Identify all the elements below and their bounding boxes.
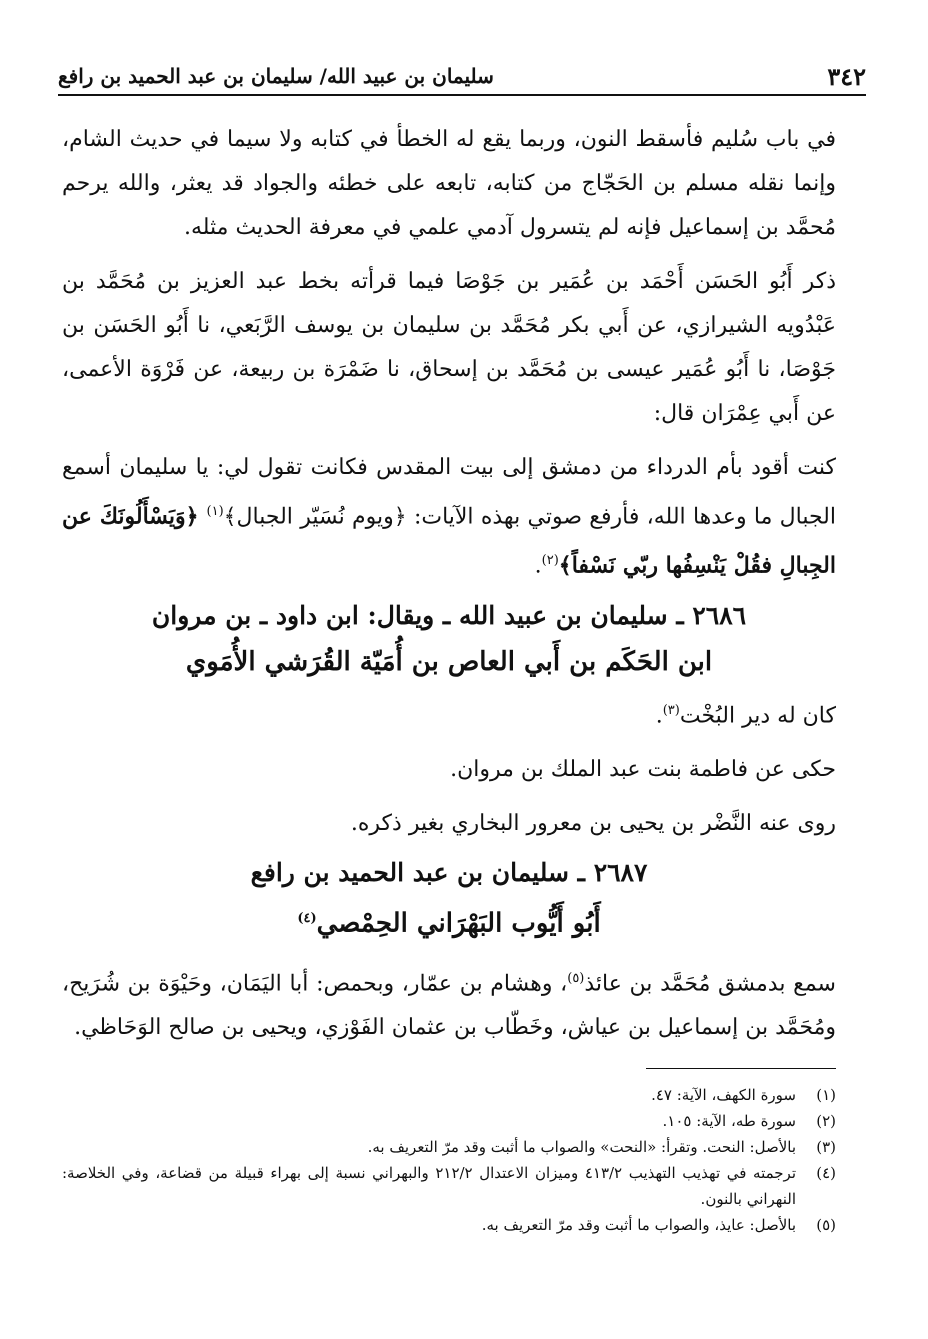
running-title: سليمان بن عبيد الله/ سليمان بن عبد الحميد بن رافع	[58, 64, 494, 88]
footnote-number: (٢)	[816, 1112, 836, 1130]
footnote	[62, 1082, 836, 1108]
footnote-divider	[646, 1068, 836, 1069]
page-number: ٣٤٢	[827, 61, 866, 91]
quran-verse: ﴿وَيَسْأَلُونَكَ عن الجِبالِ فقُلْ يَنْسِفُها ربّي نَسْفاً﴾	[62, 503, 836, 579]
paragraph-text: سمع بدمشق مُحَمَّد بن عائذ	[584, 970, 836, 996]
punctuation: .	[534, 553, 542, 579]
entry-subtitle-2686: ابن الحَكَم بن أَبي العاص بن أُمَيّة القُرَشي الأُمَوي	[185, 646, 713, 677]
paragraph: ذكر أَبُو الحَسَن أَحْمَد بن عُمَير بن جَوْصَا فيما قرأته بخط عبد العزيز بن مُحَمَّد بن عَبْدُويه الشيرازي، عن أَبي بكر مُحَمَّد بن سليمان بن يوسف الرَّبَعي، نا أَبُو الحَسَن بن جَوْصَا، نا أَبُو عُمَير عيسى بن مُحَمَّد بن إسحاق، نا ضَمْرَة بن ربيعة، عن فَرْوَة الأعمى، عن أَبي عِمْرَان قال:	[62, 269, 836, 426]
paragraph	[62, 446, 836, 589]
main-text	[62, 118, 836, 1050]
footnotes	[62, 1082, 836, 1238]
entry-line: حكى عن فاطمة بنت عبد الملك بن مروان.	[450, 756, 836, 782]
entry-title-2687: ٢٦٨٧ ـ سليمان بن عبد الحميد بن رافع	[250, 857, 648, 887]
entry-subtitle-text: أَبُو أَيُّوب البَهْرَاني الحِمْصي	[316, 908, 601, 939]
paragraph	[62, 957, 836, 1050]
entry-line-text: كان له دير البُخْت	[679, 702, 836, 728]
footnote-number: (٥)	[816, 1216, 836, 1234]
footnote-text: ترجمته في تهذيب التهذيب ٤١٣/٢ وميزان الاعتدال ٢١٢/٢ والبهراني نسبة إلى بهراء قبيلة من قضاعة، وفي الخلاصة: النهراني بالنون.	[62, 1164, 796, 1208]
footnote-ref: (١)	[206, 504, 224, 519]
footnote	[62, 1108, 836, 1134]
paragraph: في باب سُليم فأسقط النون، وربما يقع له الخطأ في كتابه ولا سيما في حديث الشام، وإنما نقله مسلم بن الحَجّاج من كتابه، تابعه على خطئه والجواد قد يعثر، والله يرحم مُحمَّد بن إسماعيل فإنه لم يتسرول آدمي علمي في معرفة الحديث مثله.	[62, 127, 836, 240]
footnote-ref: (٥)	[567, 970, 585, 986]
footnote-ref: (٤)	[297, 910, 317, 926]
entry-title-2686: ٢٦٨٦ ـ سليمان بن عبيد الله ـ ويقال: ابن داود ـ بن مروان	[151, 600, 747, 630]
entry-line	[62, 689, 836, 738]
paragraph-text: ، وهشام بن عمّار، وبحمص: أبا اليَمَان، وحَيْوَة بن شُرَيح، ومُحَمَّد بن إسماعيل بن عياش، وخَطّاب بن عثمان الفَوْزي، ويحيى بن صالح الوَحَاظي.	[62, 970, 836, 1040]
punctuation: .	[655, 702, 663, 728]
entry-line: روى عنه النَّضْر بن يحيى بن معرور البخاري بغير ذكره.	[350, 810, 836, 836]
page-header	[58, 58, 866, 96]
footnote-number: (٤)	[816, 1164, 836, 1182]
paragraph-text: كنت أقود بأم الدرداء من دمشق إلى بيت المقدس فكانت تقول لي: يا سليمان أسمع الجبال ما وعدها الله، فأرفع صوتي بهذه الآيات: ﴿ويوم نُسَيّر الجبال﴾	[62, 455, 836, 530]
footnote	[62, 1160, 836, 1212]
footnote-text: سورة طه، الآية: ١٠٥.	[662, 1112, 796, 1130]
footnote-text: سورة الكهف، الآية: ٤٧.	[651, 1086, 796, 1104]
footnote-number: (٣)	[816, 1138, 836, 1156]
footnote	[62, 1212, 836, 1238]
footnote-text: بالأصل: عايذ، والصواب ما أثبت وقد مرّ التعريف به.	[481, 1216, 796, 1234]
footnote-ref: (٢)	[541, 553, 559, 569]
footnote-text: بالأصل: النحت. وتقرأ: «النحت» والصواب ما أثبت وقد مرّ التعريف به.	[367, 1138, 796, 1156]
footnote-number: (١)	[816, 1086, 836, 1104]
entry-subtitle-2687	[62, 896, 836, 947]
footnote	[62, 1134, 836, 1160]
footnote-ref: (٣)	[662, 702, 680, 718]
